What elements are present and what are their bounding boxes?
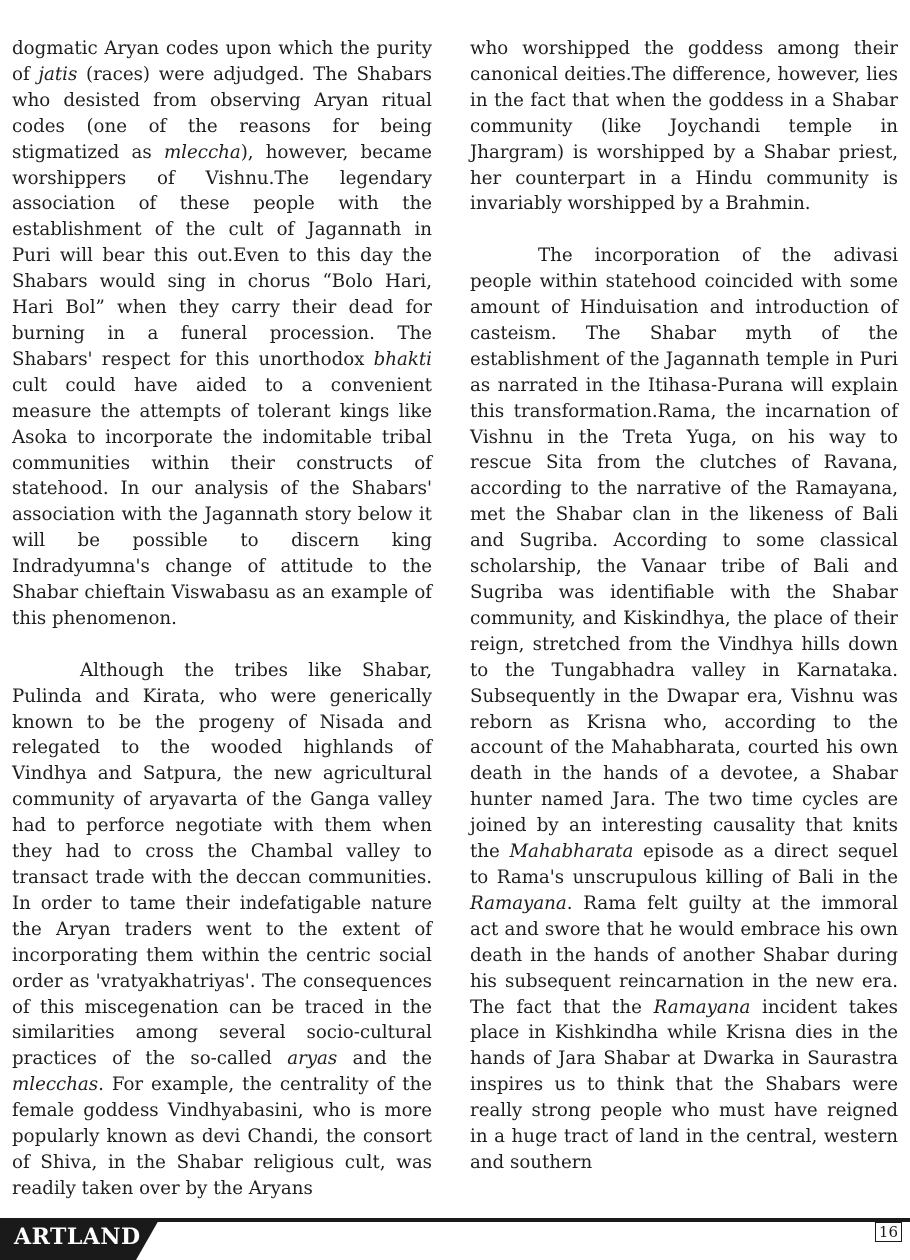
left-column — [12, 36, 432, 1202]
right-column — [470, 36, 898, 1176]
italic-term: Ramayana — [470, 892, 567, 914]
italic-term: jatis — [38, 63, 78, 85]
footer — [0, 1218, 910, 1260]
paragraph: The incorporation of the adivasi people within statehood coincided with some amount of Hinduisation and introduction of casteism. The Shabar myth of the establishment of the Jagannath temple in Puri as narrated in the Itihasa-Purana will explain this transformation.Rama, the incarnation of Vishnu in the Treta Yuga, on his way to rescue Sita from the clutches of Ravana, according to the narrative of the Ramayana, met the Shabar clan in the likeness of Bali and Sugriba. According to some classical scholarship, the Vanaar tribe of Bali and Sugriba was identifiable with the Shabar community, and Kiskindhya, the place of their reign, stretched from the Vindhya hills down to the Tungabhadra valley in Karnataka. Subsequently in the Dwapar era, Vishnu was reborn as Krisna who, according to the account of the Mahabharata, courted his own death in the hands of a devotee, a Shabar hunter named Jara. The two time cycles are joined by an interesting causality that knits the Mahabharata episode as a direct sequel to Rama's unscrupulous killing of Bali in the Ramayana. Rama felt guilty at the immoral act and swore that he would embrace his own death in the hands of another Shabar during his subsequent reincarnation in the new era. The fact that the Ramayana incident takes place in Kishkindha while Krisna dies in the hands of Jara Shabar at Dwarka in Saurastra inspires us to think that the Shabars were really strong people who must have reigned in a huge tract of land in the central, western and southern — [470, 245, 899, 1173]
italic-term: aryas — [287, 1048, 338, 1070]
paragraph: Although the tribes like Shabar, Pulinda and Kirata, who were generically known to be the progeny of Nisada and relegated to the wooded highlands of Vindhya and Satpura, the new agricultural community of aryavarta of the Ganga valley had to perforce negotiate with them when they had to cross the Chambal valley to transact trade with the deccan communities. In order to tame their indefatigable nature the Aryan traders went to the extent of incorporating them within the centric social order as 'vratyakhatriyas'. The consequences of this miscegenation can be traced in the similarities among several socio-cultural practices of the so-called aryas and the mlecchas. For example, the centrality of the female goddess Vindhyabasini, who is more popularly known as devi Chandi, the consort of Shiva, in the Shabar religious cult, was readily taken over by the Aryans — [12, 659, 432, 1199]
page-number: 16 — [875, 1222, 902, 1242]
italic-term: Mahabharata — [509, 841, 634, 863]
paragraph: dogmatic Aryan codes upon which the purity of jatis (races) were adjudged. The Shabars who desisted from observing Aryan ritual codes (one of the reasons for being stigmatized as mleccha), however, became worshippers of Vishnu.The legendary association of these people with the establishment of the cult of Jagannath in Puri will bear this out.Even to this day the Shabars would sing in chorus “Bolo Hari, Hari Bol” when they carry their dead for burning in a funeral procession. The Shabars' respect for this unorthodox bhakti cult could have aided to a convenient measure the attempts of tolerant kings like Asoka to incorporate the indomitable tribal communities within their constructs of statehood. In our analysis of the Shabars' association with the Jagannath story below it will be possible to discern king Indradyumna's change of attitude to the Shabar chieftain Viswabasu as an example of this phenomenon. — [12, 38, 433, 629]
italic-term: bhakti — [373, 348, 432, 370]
paragraph: who worshipped the goddess among their canonical deities.The difference, however, lies in the fact that when the goddess in a Shabar community (like Joychandi temple in Jhargram) is worshipped by a Shabar priest, her counterpart in a Hindu community is invariably worshipped by a Brahmin. — [470, 38, 898, 215]
magazine-brand: ARTLAND — [14, 1224, 141, 1250]
italic-term: mleccha — [163, 141, 241, 163]
italic-term: Ramayana — [653, 996, 751, 1018]
italic-term: mlecchas — [12, 1074, 99, 1096]
